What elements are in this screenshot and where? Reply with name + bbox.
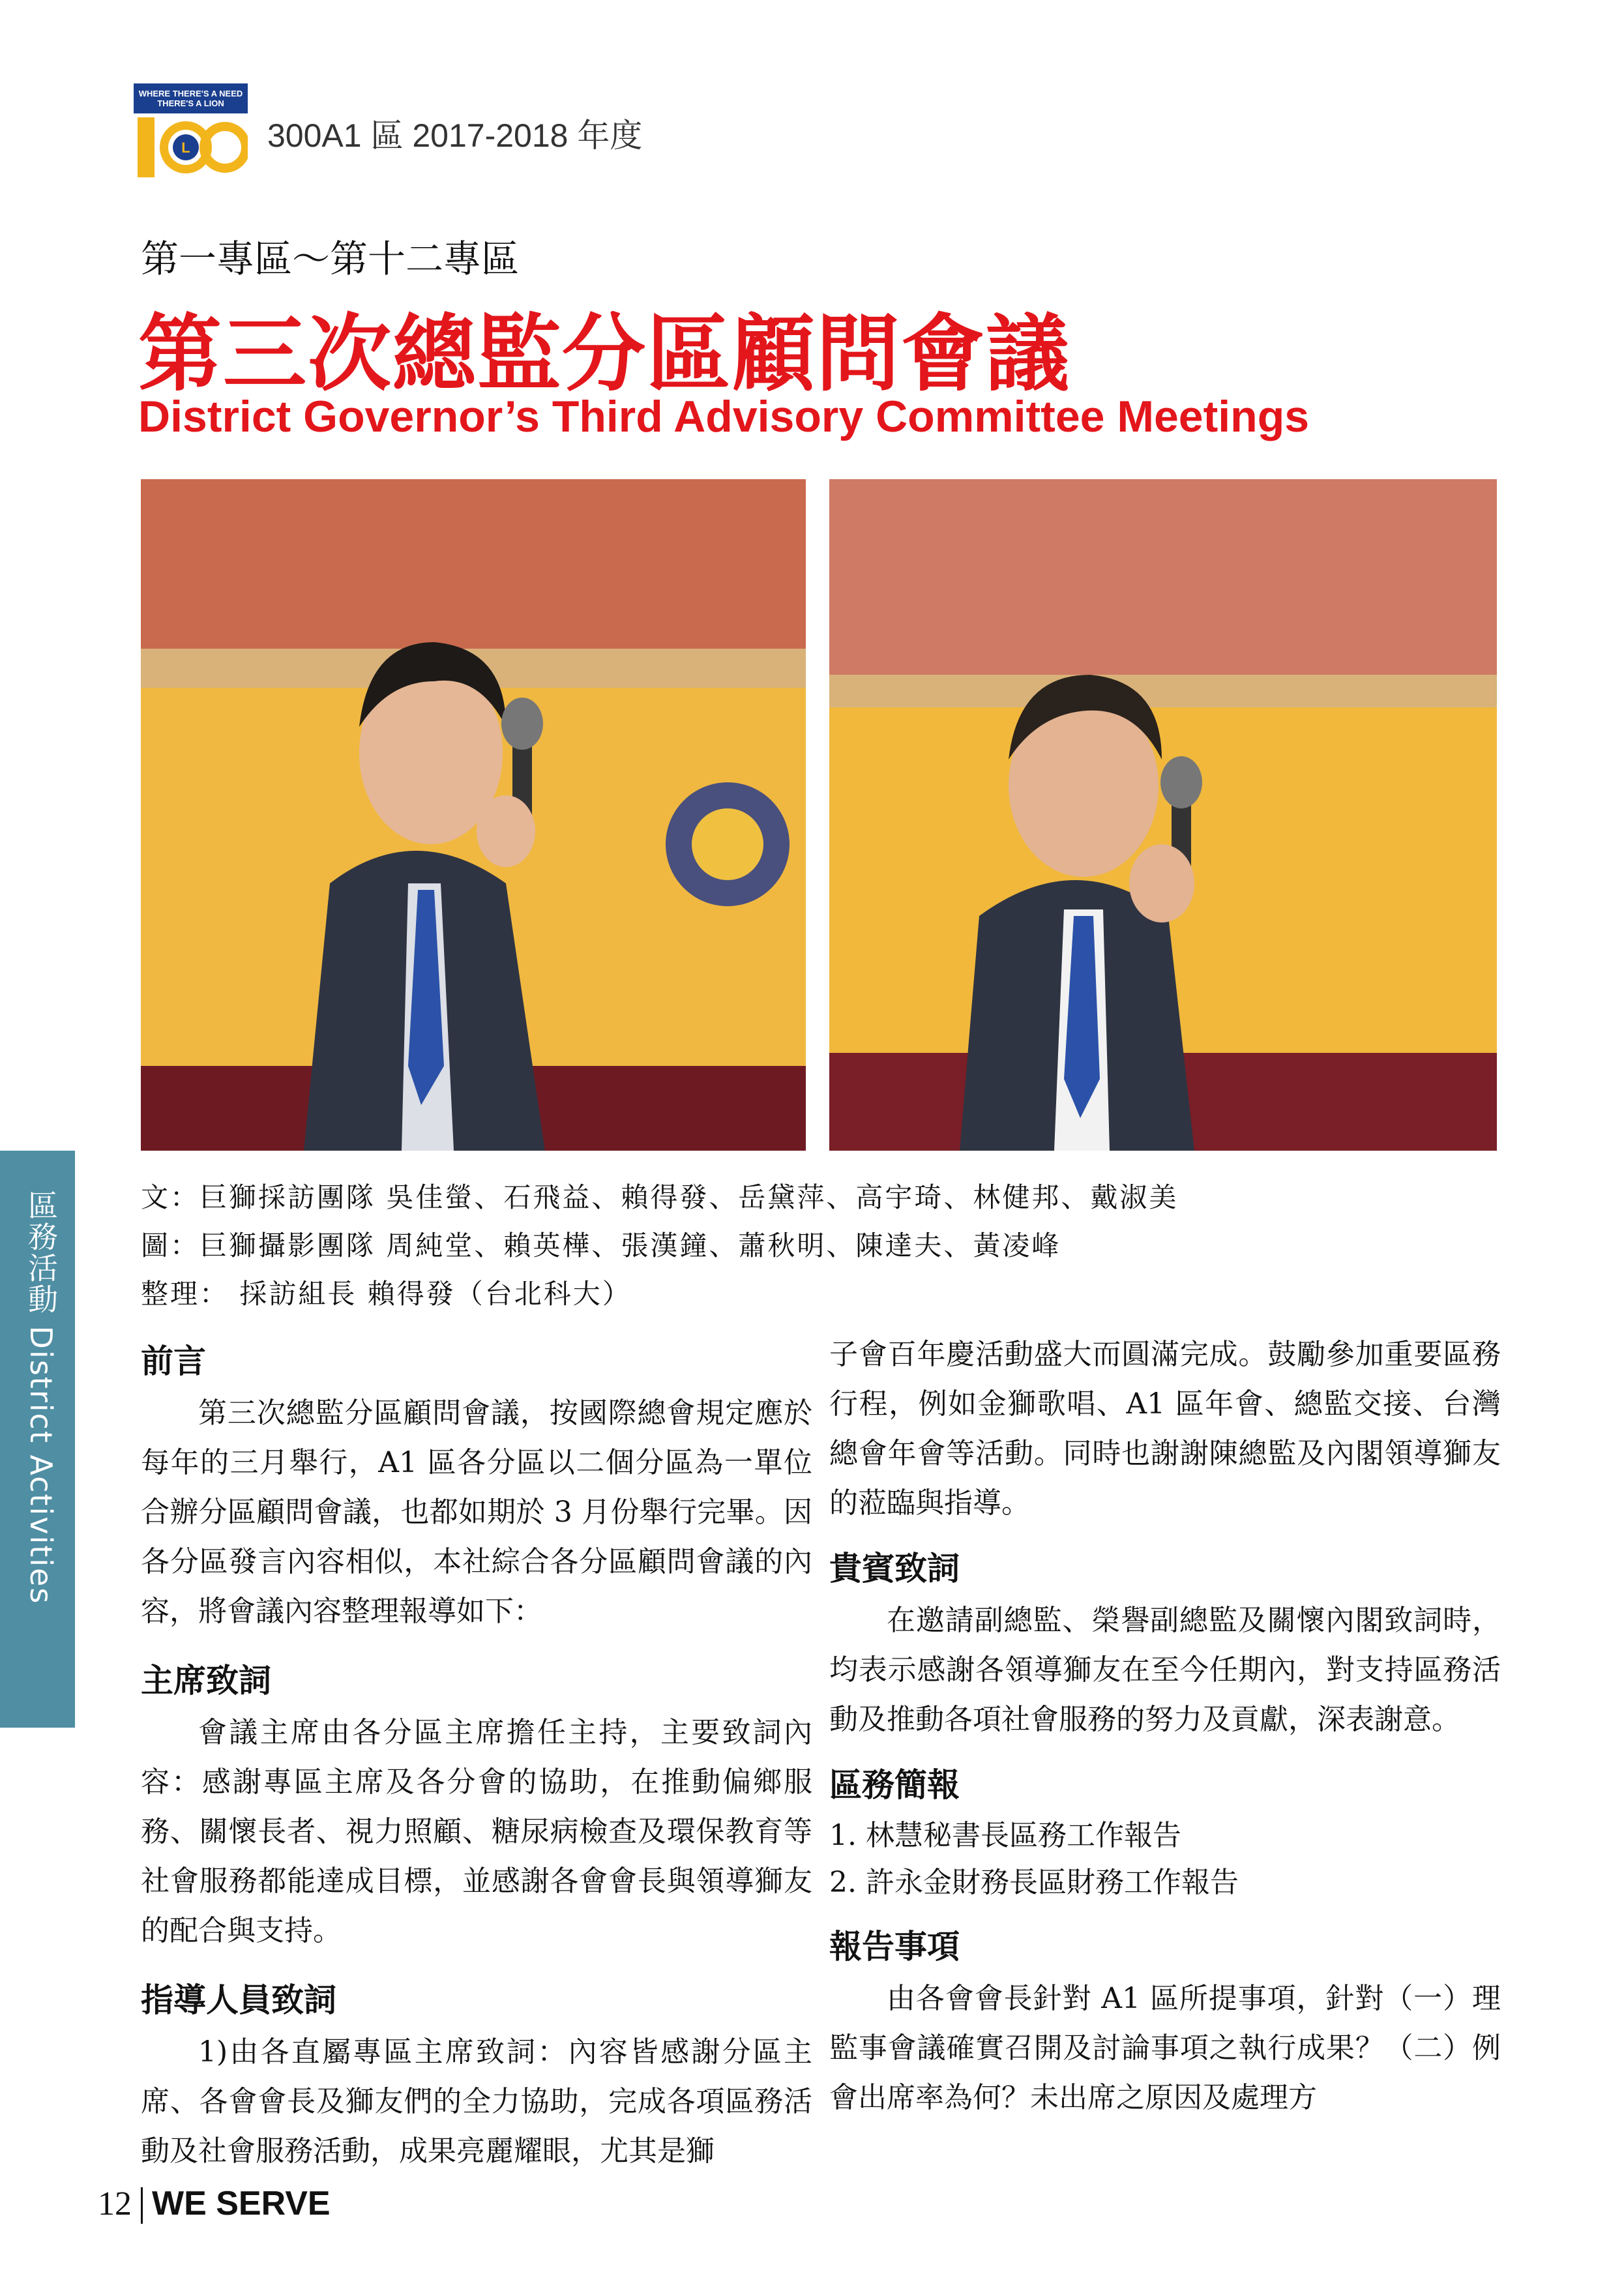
heading-brief: 區務簡報	[829, 1766, 960, 1804]
paragraph-chair: 會議主席由各分區主席擔任主持，主要致詞內容：感謝專區主席及各分會的協助，在推動偏鄉服務、關懷長者、視力照顧、糖尿病檢查及環保教育等社會服務都能達成目標，並感謝各會會長與領導獅友的配合與支持。	[141, 1716, 812, 1947]
heading-report: 報告事項	[829, 1928, 960, 1966]
logo-text-2: THERE'S A LION	[157, 98, 224, 108]
credit-editor: 整理： 採訪組長 賴得發（台北科大）	[141, 1278, 632, 1310]
header-label: 300A1 區 2017-2018 年度	[267, 117, 643, 154]
section-side-tab	[0, 1151, 75, 1728]
list-item: 1. 林慧秘書長區務工作報告	[829, 1819, 1181, 1852]
svg-text:L: L	[181, 140, 190, 156]
logo-banner	[134, 83, 248, 113]
centennial-100-icon	[134, 113, 248, 181]
credit-photo: 圖：巨獅攝影團隊 周純堂、賴英樺、張漢鐘、蕭秋明、陳達夫、黃凌峰	[141, 1230, 1061, 1262]
article-title-en: District Governor’s Third Advisory Committee Meetings	[138, 392, 1310, 441]
heading-chair: 主席致詞	[141, 1662, 271, 1700]
paragraph-report: 由各會會長針對 A1 區所提事項，針對（一）理監事會議確實召開及討論事項之執行成果？（二）例會出席率為何？未出席之原因及處理方	[829, 1982, 1501, 2114]
article-title-zh: 第三次總監分區顧問會議	[138, 306, 1071, 403]
photo-speaker-1	[141, 479, 806, 1151]
page-footer	[98, 2184, 331, 2224]
paragraph-guest: 在邀請副總監、榮譽副總監及關懷內閣致詞時，均表示感謝各領導獅友在至今任期內，對支持區務活動及推動各項社會服務的努力及貢獻，深表謝意。	[829, 1604, 1501, 1736]
photo-speaker-2	[829, 479, 1497, 1151]
page-number: 12	[98, 2185, 132, 2222]
article-column-right	[829, 1330, 1501, 2123]
paragraph-intro: 第三次總監分區顧問會議，按國際總會規定應於每年的三月舉行，A1 區各分區以二個分區為一單位合辦分區顧問會議，也都如期於 3 月份舉行完畢。因各分區發言內容相似，本社綜合各分區顧問會議的內容，將會議內容整理報導如下：	[141, 1396, 812, 1628]
article-column-left	[141, 1330, 812, 2176]
credit-text: 文：巨獅採訪團隊 吳佳螢、石飛益、賴得發、岳黛萍、高宇琦、林健邦、戴淑美	[141, 1181, 1179, 1213]
logo-text-1: WHERE THERE'S A NEED	[138, 89, 243, 98]
article-subtitle: 第一專區～第十二專區	[141, 237, 520, 281]
side-tab-label: 區務活動 District Activities	[23, 1190, 59, 1605]
heading-intro: 前言	[141, 1342, 206, 1380]
lions-100-logo	[134, 83, 248, 181]
heading-guest: 貴賓致詞	[829, 1550, 960, 1587]
heading-guide: 指導人員致詞	[141, 1981, 336, 2019]
paragraph-guide: 1)由各直屬專區主席致詞：內容皆感謝分區主席、各會會長及獅友們的全力協助，完成各項區務活動及社會服務活動，成果亮麗耀眼，尤其是獅	[141, 2035, 812, 2168]
paragraph-guide-continued: 子會百年慶活動盛大而圓滿完成。鼓勵參加重要區務行程，例如金獅歌唱、A1 區年會、總監交接、台灣總會年會等活動。同時也謝謝陳總監及內閣領導獅友的蒞臨與指導。	[829, 1338, 1501, 1520]
footer-brand: WE SERVE	[152, 2185, 331, 2222]
credits	[141, 1173, 1178, 1318]
list-item: 2. 許永金財務長區財務工作報告	[829, 1866, 1239, 1899]
footer-divider	[141, 2187, 143, 2224]
